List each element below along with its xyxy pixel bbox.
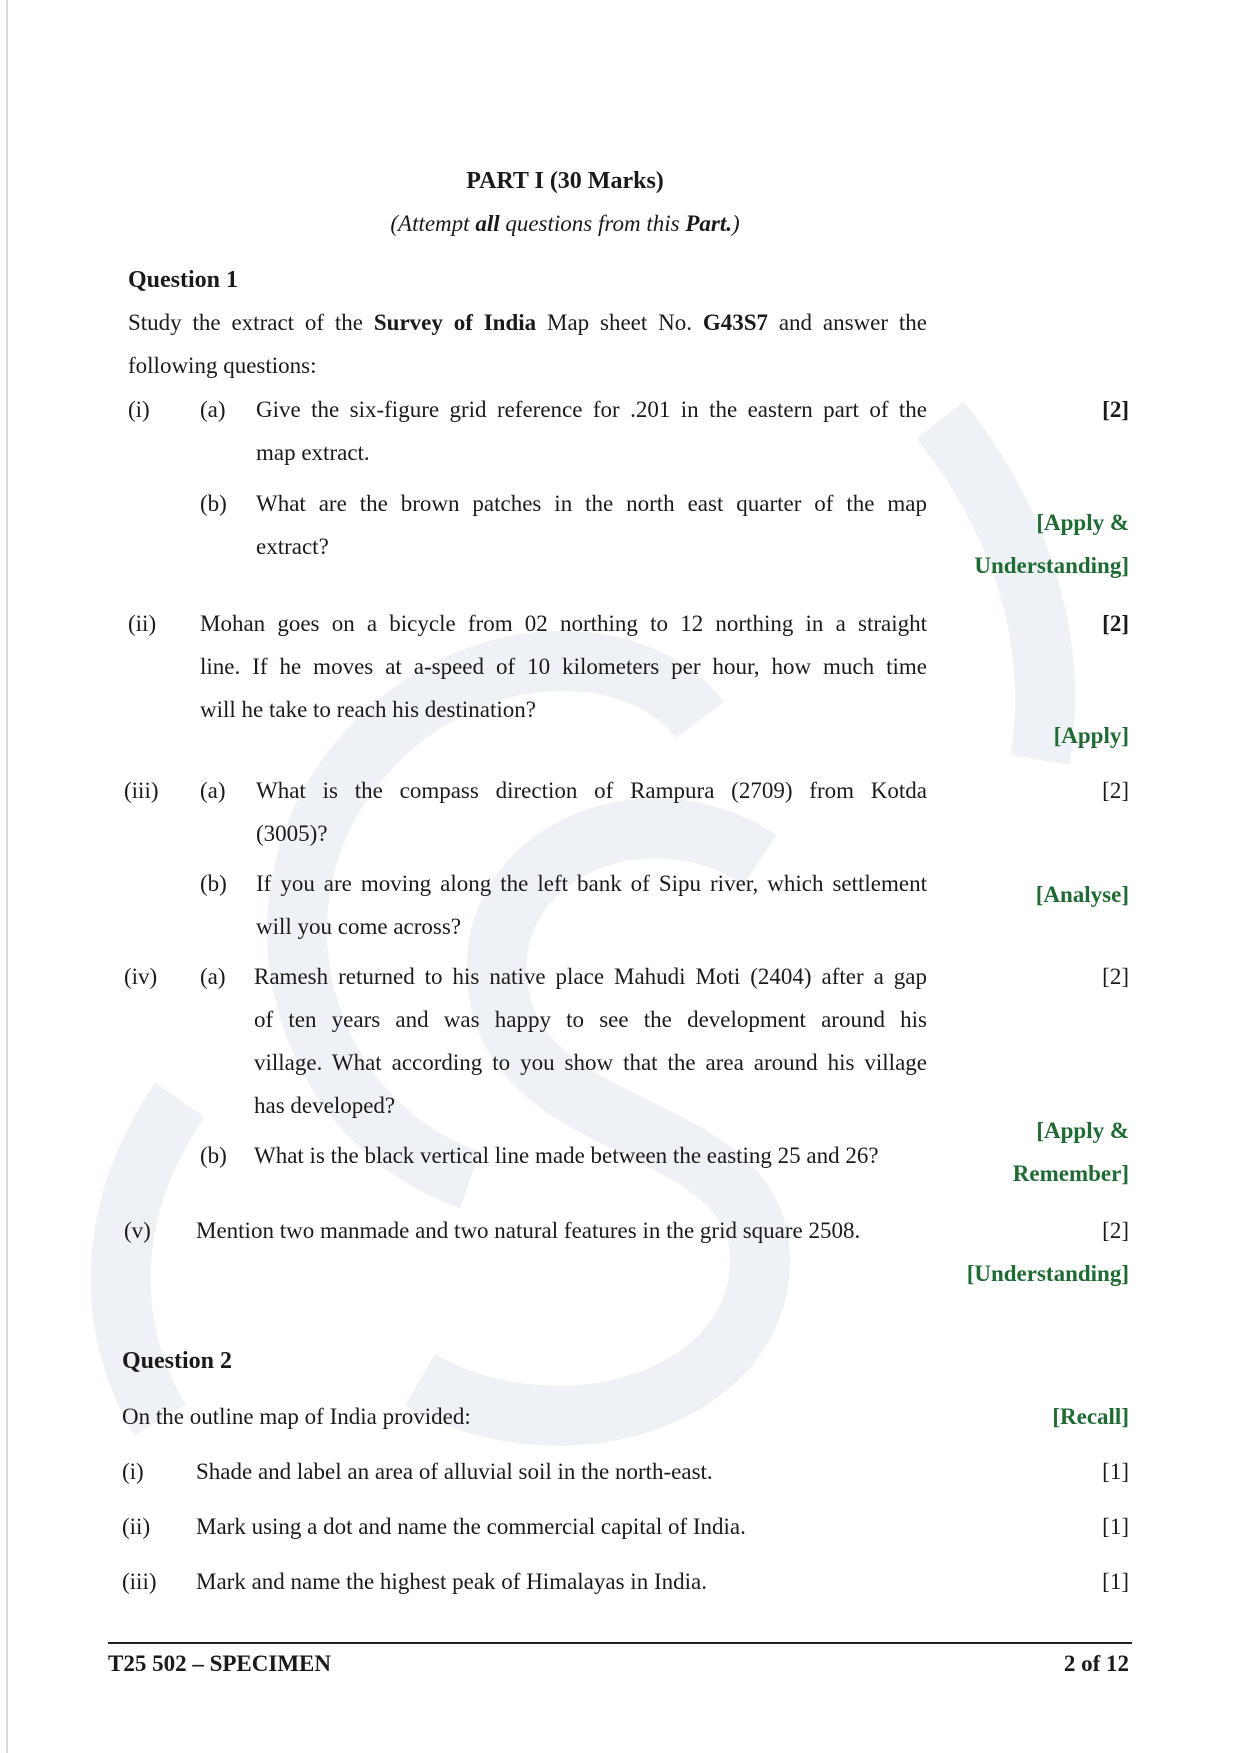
q2-ii-marks: [1]: [1102, 1514, 1129, 1539]
question-1-intro-line2: following questions:: [128, 353, 317, 378]
q1-iv-b-text: What is the black vertical line made between the easting 25 and 26?: [254, 1143, 879, 1168]
q2-ii-number: (ii): [122, 1514, 151, 1539]
q1-iv-a-text-line2: of ten years and was happy to see the development around his: [254, 1007, 927, 1032]
q1-ii-text: Mohan goes on a bicycle from 02 northing to 12 northing in a straight: [200, 611, 927, 636]
q1-ii-number: (ii): [128, 611, 157, 636]
q1-iii-a-text-line2: (3005)?: [256, 821, 328, 846]
q2-iii-text: Mark and name the highest peak of Himalayas in India.: [196, 1569, 707, 1594]
q1-v-number: (v): [124, 1218, 151, 1243]
part-title: PART I (30 Marks): [466, 168, 664, 194]
q1-iv-skill-tag: [Apply &: [1036, 1118, 1129, 1143]
q1-v-skill-tag: [Understanding]: [966, 1261, 1129, 1286]
q1-i-a-text-line2: map extract.: [256, 440, 370, 465]
q1-iv-a-text-line4: has developed?: [254, 1093, 396, 1118]
q1-i-b-text-line2: extract?: [256, 534, 329, 559]
question-1-heading: Question 1: [128, 267, 239, 293]
question-1-intro: Study the extract of the Survey of India Map sheet No. G43S7 and answer the: [128, 310, 927, 335]
q1-i-skill-tag-line2: Understanding]: [974, 553, 1129, 578]
q2-iii-number: (iii): [122, 1569, 157, 1594]
footer-paper-code: T25 502 – SPECIMEN: [108, 1651, 331, 1676]
q1-i-a-label: (a): [200, 397, 226, 422]
q1-iv-skill-tag-line2: Remember]: [1012, 1161, 1129, 1186]
q1-i-a-text: Give the six-figure grid reference for .201 in the eastern part of the: [256, 397, 927, 422]
q1-iii-marks: [2]: [1102, 778, 1129, 803]
q2-ii-text: Mark using a dot and name the commercial capital of India.: [196, 1514, 746, 1539]
q1-iv-a-text-line3: village. What according to you show that the area around his village: [254, 1050, 927, 1075]
q1-iv-marks: [2]: [1102, 964, 1129, 989]
q2-i-marks: [1]: [1102, 1459, 1129, 1484]
q1-iii-skill-tag: [Analyse]: [1035, 882, 1129, 907]
page-edge: [6, 0, 8, 1753]
q1-ii-marks: [2]: [1102, 611, 1129, 636]
q1-v-text: Mention two manmade and two natural features in the grid square 2508.: [196, 1218, 861, 1243]
q1-iv-b-label: (b): [200, 1143, 227, 1168]
q1-iii-b-label: (b): [200, 871, 227, 896]
q1-iv-a-text: Ramesh returned to his native place Mahudi Moti (2404) after a gap: [254, 964, 927, 989]
q1-ii-text-line3: will he take to reach his destination?: [200, 697, 536, 722]
q1-iii-a-label: (a): [200, 778, 226, 803]
q1-i-b-label: (b): [200, 491, 227, 516]
q1-v-marks: [2]: [1102, 1218, 1129, 1243]
q2-skill-tag: [Recall]: [1052, 1404, 1129, 1429]
q2-iii-marks: [1]: [1102, 1569, 1129, 1594]
q1-iii-b-text-line2: will you come across?: [256, 914, 462, 939]
question-2-intro: On the outline map of India provided:: [122, 1404, 471, 1429]
q1-i-number: (i): [128, 397, 150, 422]
q1-iii-b-text: If you are moving along the left bank of Sipu river, which settlement: [256, 871, 927, 896]
footer-page-number: 2 of 12: [1063, 1651, 1129, 1676]
q2-i-number: (i): [122, 1459, 144, 1484]
part-instruction: (Attempt all questions from this Part.): [390, 211, 740, 236]
q1-i-marks: [2]: [1102, 397, 1129, 422]
q1-ii-skill-tag: [Apply]: [1053, 723, 1129, 748]
q2-i-text: Shade and label an area of alluvial soil in the north-east.: [196, 1459, 713, 1484]
q1-i-b-text: What are the brown patches in the north east quarter of the map: [256, 491, 927, 516]
q1-iv-number: (iv): [124, 964, 158, 989]
q1-iv-a-label: (a): [200, 964, 226, 989]
question-2-heading: Question 2: [122, 1348, 233, 1374]
footer-divider: [108, 1642, 1132, 1644]
q1-iii-number: (iii): [124, 778, 159, 803]
q1-iii-a-text: What is the compass direction of Rampura (2709) from Kotda: [256, 778, 927, 803]
q1-i-skill-tag: [Apply &: [1036, 510, 1129, 535]
q1-ii-text-line2: line. If he moves at a-speed of 10 kilometers per hour, how much time: [200, 654, 927, 679]
